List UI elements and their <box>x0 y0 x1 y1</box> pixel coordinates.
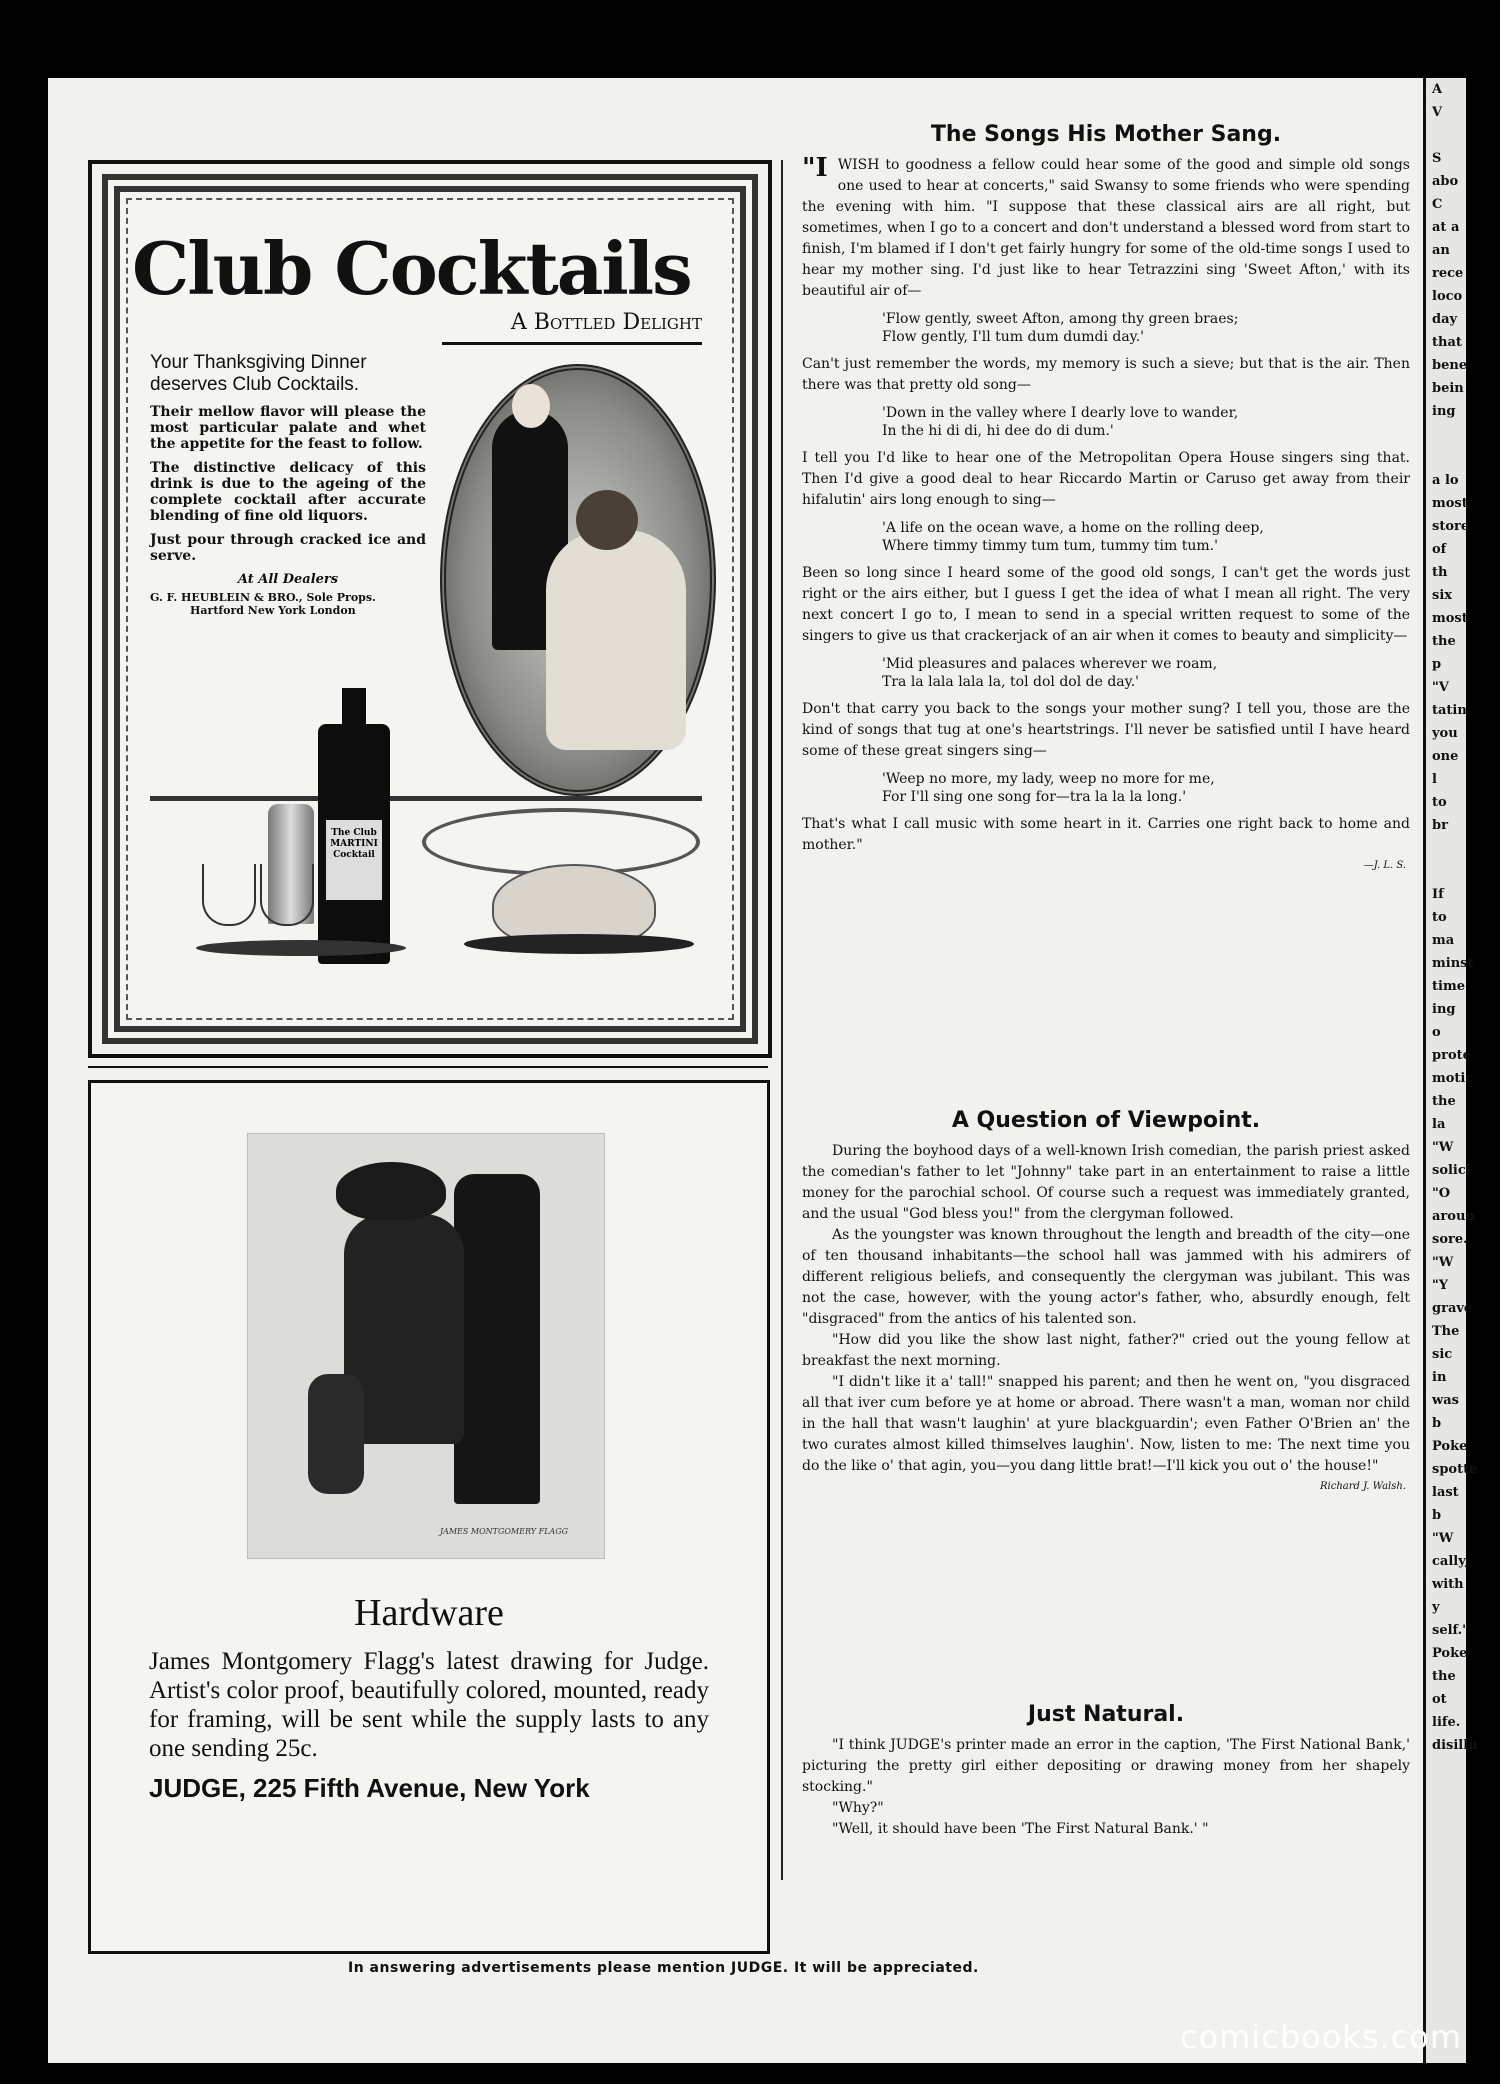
article-just-natural <box>802 1702 1410 1840</box>
cocktail-glass-image <box>260 864 314 926</box>
bleed-fragment: "W <box>1432 1531 1454 1546</box>
divider <box>442 342 702 345</box>
woman-figure <box>546 530 686 750</box>
bleed-fragment: motic <box>1432 1071 1474 1086</box>
bleed-fragment: with y <box>1432 1577 1464 1615</box>
article-paragraph: "Well, it should have been 'The First Natural Bank.' " <box>832 1821 1209 1837</box>
bleed-fragment: cally, <box>1432 1554 1470 1569</box>
bleed-fragment: ing <box>1432 404 1456 419</box>
verse <box>882 655 1410 691</box>
article-paragraph: As the youngster was known throughout the length and breadth of the city—one of ten thousand inhabitants—the school hall was jammed with his admirers of different religious beliefs, and consequently the clergyman was jubilant. This was not the case, however, with the young actor's father, who, absurdly enough, felt "disgraced" from the antics of his talented son. <box>802 1227 1410 1327</box>
chair-figure <box>454 1174 540 1504</box>
article-paragraph: "How did you like the show last night, father?" cried out the young fellow at breakfast the next morning. <box>802 1332 1410 1369</box>
bleed-fragment: the p <box>1432 634 1456 672</box>
ad-address: JUDGE, 225 Fifth Avenue, New York <box>149 1773 590 1803</box>
bleed-fragment: "Y <box>1432 1278 1449 1293</box>
verse-line: Tra la lala lala la, tol dol dol de day.' <box>882 674 1139 690</box>
article-title: A Question of Viewpoint. <box>951 1108 1261 1133</box>
ad-cities: Hartford New York London <box>190 604 356 617</box>
platter-image <box>464 934 694 954</box>
article-byline: Richard J. Walsh. <box>1319 1481 1406 1492</box>
divider <box>150 796 702 801</box>
article-question-of-viewpoint <box>802 1108 1410 1492</box>
bleed-fragment: an <box>1432 243 1450 258</box>
verse-line: In the hi di di, hi dee do di dum.' <box>882 423 1114 439</box>
dog-figure <box>308 1374 364 1494</box>
verse-line: 'Down in the valley where I dearly love to wander, <box>882 405 1239 421</box>
article-paragraph: "I think JUDGE's printer made an error in the caption, 'The First National Bank,' picturing the pretty girl either depositing or drawing money from her shapely stocking." <box>802 1737 1410 1795</box>
bleed-fragment: disillu <box>1432 1738 1478 1753</box>
article-paragraph: "I didn't like it a' tall!" snapped his parent; and then he went on, "you disgraced all that iver cum before ye at home or abroad. There wasn't a man, woman nor child in the hall that wasn't laughin' at yure blackguardin'; even Father O'Brien an' the two curates almost killed thimselves laughin'. Now, listen to me: The next time you do the like o' that agin, you—you dang little brat!—I'll kick you out o' the house!" <box>802 1374 1410 1474</box>
bleed-fragment <box>1426 423 1466 446</box>
bleed-fragment: If <box>1432 887 1444 902</box>
bleed-fragment: ing o <box>1432 1002 1456 1040</box>
cocktail-glass-image <box>202 864 256 926</box>
bleed-fragment: "V <box>1432 680 1449 695</box>
article-byline: —J. L. S. <box>1363 860 1406 871</box>
verse-line: 'A life on the ocean wave, a home on the rolling deep, <box>882 520 1264 536</box>
club-cocktails-ad <box>88 160 772 1058</box>
bleed-fragment: at a <box>1432 220 1460 235</box>
bleed-fragment: "W <box>1432 1140 1454 1155</box>
article-title: The Songs His Mother Sang. <box>930 122 1282 147</box>
bleed-fragment: time <box>1432 979 1465 994</box>
bleed-fragment: the ot <box>1432 1669 1456 1707</box>
bleed-fragment: bene <box>1432 358 1468 373</box>
bleed-fragment <box>1426 837 1466 860</box>
divider <box>88 1066 768 1068</box>
bleed-fragment <box>1426 860 1466 883</box>
bleed-fragment: that <box>1432 335 1462 350</box>
ad-dealers: At All Dealers <box>237 572 339 587</box>
bleed-fragment: to ma <box>1432 910 1455 948</box>
couple-illustration <box>440 364 716 796</box>
bleed-fragment: abo <box>1432 174 1459 189</box>
bleed-fragment: six <box>1432 588 1453 603</box>
article-title: Just Natural. <box>1027 1702 1185 1727</box>
bleed-fragment: solici <box>1432 1163 1471 1178</box>
bleed-fragment: Poke <box>1432 1439 1468 1454</box>
ad-paragraph: Just pour through cracked ice and serve. <box>150 532 426 564</box>
hardware-ad <box>88 1080 770 1954</box>
article-paragraph: I tell you I'd like to hear one of the Metropolitan Opera House singers sing that. Then I'd give a good deal to hear Riccardo Martin or Caruso get away from their hifalutin' airs long enough to sing— <box>802 450 1410 508</box>
ad-paragraph: Their mellow flavor will please the most particular palate and whet the appetite for the feast to follow. <box>150 404 426 452</box>
ad-copy <box>150 352 426 617</box>
bleed-fragment <box>1426 446 1466 469</box>
bleed-fragment: minst <box>1432 956 1474 971</box>
footer-note: In answering advertisements please mention JUDGE. It will be appreciated. <box>348 1960 979 1976</box>
article-paragraph <box>802 155 1410 302</box>
ad-tagline: A Bottled Delight <box>510 310 702 335</box>
bleed-fragment: life. <box>1432 1715 1461 1730</box>
bleed-fragment: V <box>1432 105 1443 120</box>
bleed-fragment: to br <box>1432 795 1448 833</box>
hat-figure <box>336 1162 446 1220</box>
verse <box>882 404 1410 440</box>
verse-line: Flow gently, I'll tum dum dumdi day.' <box>882 329 1145 345</box>
article-songs-his-mother-sang <box>802 122 1410 871</box>
flagg-drawing <box>247 1133 605 1559</box>
bleed-fragment: spotte <box>1432 1462 1478 1477</box>
bleed-fragment: the la <box>1432 1094 1456 1132</box>
next-page-bleed <box>1423 78 1478 2063</box>
verse-line: For I'll sing one song for—tra la la la long.' <box>882 789 1187 805</box>
bleed-fragment: most <box>1432 496 1468 511</box>
verse <box>882 770 1410 806</box>
verse <box>882 310 1410 346</box>
magazine-page <box>48 78 1478 2063</box>
bleed-fragment: store <box>1432 519 1470 534</box>
ad-body: James Montgomery Flagg's latest drawing for Judge. Artist's color proof, beautifully colored, mounted, ready for framing, will be sent while the supply lasts to any one sending 25c. <box>149 1648 709 1762</box>
bleed-fragment: Poke <box>1432 1646 1468 1661</box>
bleed-fragment: tatin <box>1432 703 1467 718</box>
bleed-fragment: you <box>1432 726 1458 741</box>
bleed-fragment <box>1426 124 1466 147</box>
bleed-fragment: grave <box>1432 1301 1473 1316</box>
verse-line: 'Flow gently, sweet Afton, among thy green braes; <box>882 311 1239 327</box>
article-paragraph: Can't just remember the words, my memory is such a sieve; but that is the air. Then there was that pretty old song— <box>802 356 1410 393</box>
bleed-fragment: of th <box>1432 542 1448 580</box>
ad-paragraph: The distinctive delicacy of this drink is due to the ageing of the complete cocktail after accurate blending of fine old liquors. <box>150 460 426 524</box>
bleed-fragment: rece <box>1432 266 1464 281</box>
bleed-fragment: a lo <box>1432 473 1459 488</box>
bleed-fragment: S <box>1432 151 1442 166</box>
article-paragraph: "Why?" <box>832 1800 884 1816</box>
bleed-fragment: last b <box>1432 1485 1459 1523</box>
bleed-fragment: day <box>1432 312 1458 327</box>
ad-title: Hardware <box>354 1592 504 1634</box>
column-divider <box>781 160 783 1880</box>
bleed-fragment: "W <box>1432 1255 1454 1270</box>
bleed-fragment: one l <box>1432 749 1459 787</box>
article-paragraph: Been so long since I heard some of the good old songs, I can't get the words just right or the airs either, but I guess I get the idea of what I mean all right. The very next concert I go to, I mean to send in a special written request to some of the singers to give us that crackerjack of an air when it comes to beauty and simplicity— <box>802 565 1410 644</box>
tray-image <box>196 940 406 956</box>
verse <box>882 519 1410 555</box>
bleed-fragment: aroun <box>1432 1209 1475 1224</box>
paragraph-text: WISH to goodness a fellow could hear some of the good and simple old songs one used to hear at concerts," said Swansy to some friends who were spending the evening with him. "I suppose that these classical airs are all right, but sometimes, when I go to a concert and don't understand a blessed word from start to finish, I'm blamed if I don't get fairly hungry for some of the old-time songs I used to hear my mother sing. I'd just like to hear Tetrazzini sing 'Sweet Afton,' with its beautiful air of— <box>802 157 1410 299</box>
ad-headline: Your Thanksgiving Dinner deserves Club Cocktails. <box>150 352 367 395</box>
verse-line: Where timmy timmy tum tum, tummy tim tum.' <box>882 538 1218 554</box>
bleed-fragment: loco <box>1432 289 1463 304</box>
article-paragraph: During the boyhood days of a well-known Irish comedian, the parish priest asked the comedian's father to let "Johnny" take part in an entertainment to raise a little money for the parochial school. Of course such a request was immediately granted, and the usual "God bless you!" from the clergyman followed. <box>802 1143 1410 1222</box>
ad-maker: G. F. HEUBLEIN & BRO., Sole Props. <box>150 591 376 604</box>
bleed-fragment: "O <box>1432 1186 1451 1201</box>
bleed-fragment: was b <box>1432 1393 1459 1431</box>
artist-signature: JAMES MONTGOMERY FLAGG <box>439 1527 568 1536</box>
article-paragraph: Don't that carry you back to the songs your mother sung? I tell you, those are the kind of songs that tug at one's heartstrings. I'll never be satisfied until I have heard some of these great singers sing— <box>802 701 1410 759</box>
article-paragraph: That's what I call music with some heart in it. Carries one right back to home and mother." <box>802 816 1410 853</box>
verse-line: 'Mid pleasures and palaces wherever we roam, <box>882 656 1218 672</box>
site-watermark: comicbooks.com <box>1179 2018 1462 2056</box>
bleed-fragment: The <box>1432 1324 1460 1339</box>
bleed-fragment: bein <box>1432 381 1464 396</box>
ad-brand-title: Club Cocktails <box>132 226 691 311</box>
drop-cap: "I <box>802 153 828 183</box>
bleed-fragment: self." <box>1432 1623 1469 1638</box>
verse-line: 'Weep no more, my lady, weep no more for me, <box>882 771 1215 787</box>
bleed-fragment: prote <box>1432 1048 1471 1063</box>
bleed-fragment: sic in <box>1432 1347 1453 1385</box>
bottle-label: The Club MARTINI Cocktail <box>326 820 382 900</box>
bottle-image <box>318 724 390 964</box>
bleed-fragment: sore. <box>1432 1232 1468 1247</box>
bleed-fragment: C <box>1432 197 1443 212</box>
bleed-fragment: most <box>1432 611 1468 626</box>
bleed-fragment: A <box>1432 82 1443 97</box>
